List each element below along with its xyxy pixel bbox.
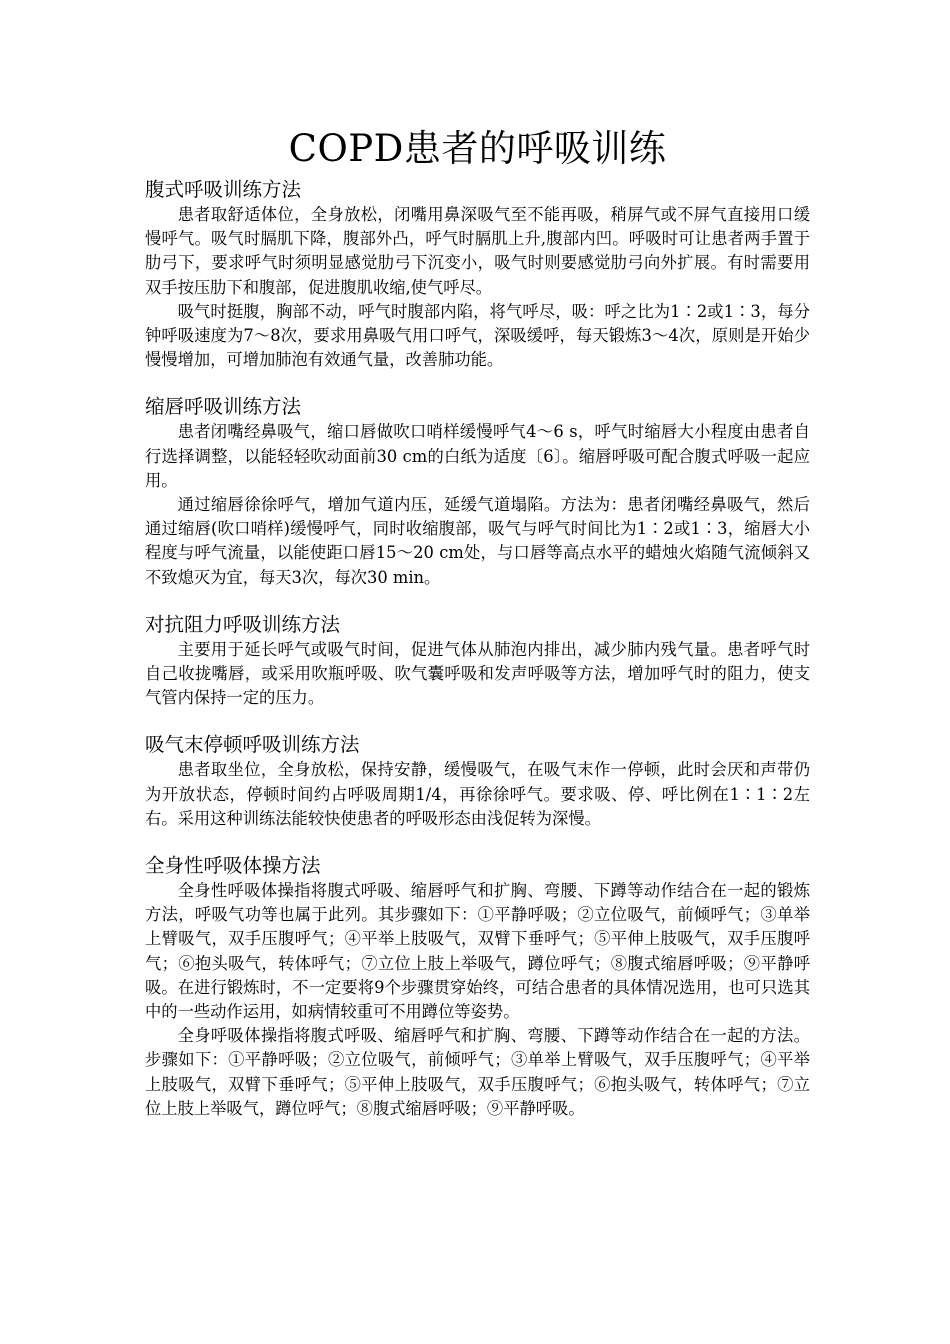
- document-page: [145, 125, 810, 1121]
- section-heading: 缩唇呼吸训练方法: [145, 395, 302, 419]
- section-abdominal-breathing: [145, 177, 810, 372]
- section-heading: 全身性呼吸体操方法: [145, 854, 321, 878]
- section-end-inspiratory-pause: [145, 732, 810, 831]
- section-heading: 腹式呼吸训练方法: [145, 178, 302, 201]
- section-heading: 对抗阻力呼吸训练方法: [145, 612, 341, 636]
- paragraph: 主要用于延长呼气或吸气时间，促进气体从肺泡内排出，减少肺内残气量。患者呼气时自己收拢嘴唇，或采用吹瓶呼吸、吹气囊呼吸和发声呼吸等方法，增加呼气时的阻力，使支气管内保持一定的压力。: [145, 639, 810, 708]
- paragraph: 全身呼吸体操指将腹式呼吸、缩唇呼气和扩胸、弯腰、下蹲等动作结合在一起的方法。步骤如下：①平静呼吸；②立位吸气，前倾呼气；③单举上臂吸气，双手压腹呼气；④平举上肢吸气，双臂下垂呼气；⑤平伸上肢吸气，双手压腹呼气；⑥抱头吸气，转体呼气；⑦立位上肢上举吸气，蹲位呼气；⑧腹式缩唇呼吸；⑨平静呼吸。: [145, 1026, 810, 1118]
- section-resistance-breathing: [145, 612, 810, 711]
- paragraph: 患者取舒适体位，全身放松，闭嘴用鼻深吸气至不能再吸，稍屏气或不屏气直接用口缓慢呼气。吸气时膈肌下降，腹部外凸，呼气时膈肌上升,腹部内凹。呼吸时可让患者两手置于肋弓下，要求呼气时须明显感觉肋弓下沉变小，吸气时则要感觉肋弓向外扩展。有时需要用双手按压肋下和腹部，促进腹肌收缩,使气呼尽。: [145, 205, 810, 297]
- section-breathing-exercises: [145, 853, 810, 1121]
- section-pursed-lip-breathing: [145, 394, 810, 589]
- paragraph: 全身性呼吸体操指将腹式呼吸、缩唇呼气和扩胸、弯腰、下蹲等动作结合在一起的锻炼方法，呼吸气功等也属于此列。其步骤如下：①平静呼吸；②立位吸气，前倾呼气；③单举上臂吸气，双手压腹呼气；④平举上肢吸气，双臂下垂呼气；⑤平伸上肢吸气，双手压腹呼气；⑥抱头吸气，转体呼气；⑦立位上肢上举吸气，蹲位呼气；⑧腹式缩唇呼吸；⑨平静呼吸。在进行锻炼时，不一定要将9个步骤贯穿始终，可结合患者的具体情况选用，也可只选其中的一些动作运用，如病情较重可不用蹲位等姿势。: [145, 881, 810, 1022]
- section-heading: 吸气末停顿呼吸训练方法: [145, 733, 360, 757]
- paragraph: 吸气时挺腹，胸部不动，呼气时腹部内陷，将气呼尽，吸：呼之比为1∶2或1∶3，每分钟呼吸速度为7～8次，要求用鼻吸气用口呼气，深吸缓呼，每天锻炼3～4次，原则是开始少慢慢增加，可增加肺泡有效通气量，改善肺功能。: [145, 301, 810, 370]
- paragraph: 患者取坐位，全身放松，保持安静，缓慢吸气，在吸气末作一停顿，此时会厌和声带仍为开放状态，停顿时间约占呼吸周期1/4，再徐徐呼气。要求吸、停、呼比例在1∶1∶2左右。采用这种训练法能较快使患者的呼吸形态由浅促转为深慢。: [145, 760, 810, 828]
- paragraph: 通过缩唇徐徐呼气，增加气道内压，延缓气道塌陷。方法为：患者闭嘴经鼻吸气，然后通过缩唇(吹口哨样)缓慢呼气，同时收缩腹部，吸气与呼气时间比为1∶2或1∶3，缩唇大小程度与呼气流量，以能使距口唇15～20 cm处，与口唇等高点水平的蜡烛火焰随气流倾斜又不致熄灭为宜，每天3次，每次30 min。: [145, 495, 810, 587]
- document-title: COPD患者的呼吸训练: [288, 127, 667, 170]
- paragraph: 患者闭嘴经鼻吸气，缩口唇做吹口哨样缓慢呼气4～6 s，呼气时缩唇大小程度由患者自行选择调整，以能轻轻吹动面前30 cm的白纸为适度〔6〕。缩唇呼吸可配合腹式呼吸一起应用。: [145, 422, 810, 490]
